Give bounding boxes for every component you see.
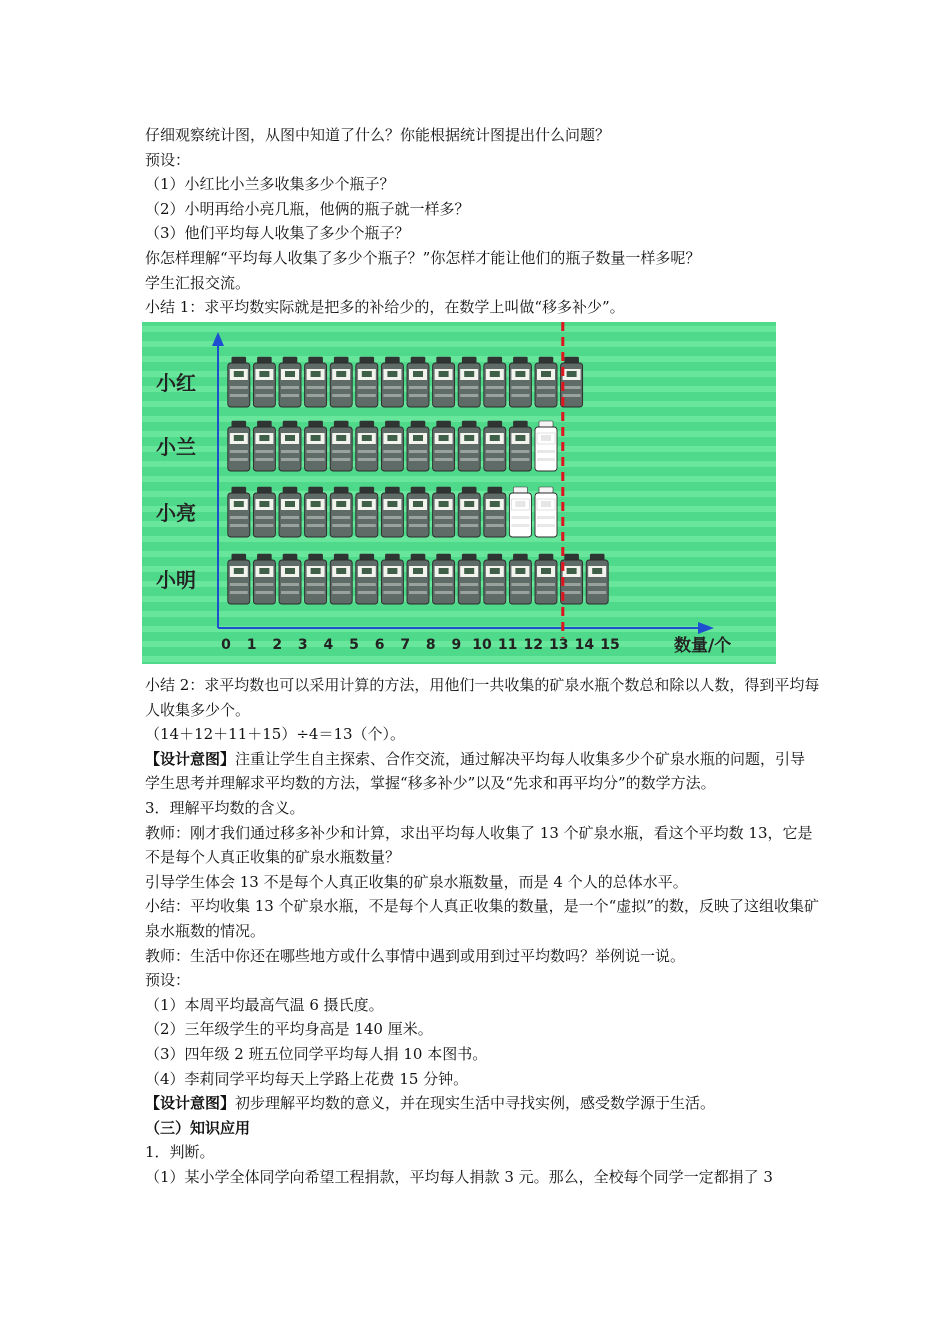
background-stripe (142, 476, 776, 482)
observe-question: 仔细观察统计图，从图中知道了什么？你能根据统计图提出什么问题？ (145, 126, 611, 144)
x-tick-label: 9 (451, 637, 462, 653)
chart-canvas (142, 322, 776, 664)
bottle-icon (305, 487, 327, 537)
preset-item: （1）本周平均最高气温 6 摄氏度。 (145, 995, 384, 1014)
bottle-icon (356, 357, 378, 407)
bottle-icon (458, 487, 480, 537)
guide-text: 引导学生体会 13 不是每个人真正收集的矿泉水瓶数量，而是 4 个人的总体水平。 (145, 872, 688, 891)
judge-title: 1．判断。 (145, 1143, 215, 1162)
bottle-icon (330, 357, 352, 407)
background-stripe (142, 326, 776, 332)
bottle-icon (253, 421, 275, 471)
bottle-icon (381, 421, 403, 471)
after-chart-section (145, 673, 820, 1189)
bottle-icon (356, 554, 378, 604)
bottle-icon (509, 357, 531, 407)
x-tick-label: 7 (400, 637, 411, 653)
bottle-icon (433, 554, 455, 604)
section-heading: （三）知识应用 (145, 1118, 251, 1137)
x-tick-label: 4 (323, 637, 334, 653)
bottle-icon (484, 554, 506, 604)
bottle-icon (433, 421, 455, 471)
bottle-icon (484, 487, 506, 537)
moved-bottle-icon (535, 487, 557, 537)
bottle-icon (253, 357, 275, 407)
section-3-title: 3．理解平均数的含义。 (145, 798, 305, 817)
bottle-icon (458, 421, 480, 471)
bottle-icon (407, 554, 429, 604)
bottle-icon (509, 421, 531, 471)
bottle-pictograph-chart (142, 322, 776, 664)
bottle-icon (458, 357, 480, 407)
average-formula: （14＋12＋11＋15）÷4＝13（个）。 (145, 725, 406, 744)
bottle-icon (535, 357, 557, 407)
background-stripe (142, 611, 776, 617)
summary-1: 小结 1：求平均数实际就是把多的补给少的，在数学上叫做“移多补少”。 (145, 298, 625, 317)
bottle-icon (228, 554, 250, 604)
bottle-icon (407, 357, 429, 407)
preset-item: （3）四年级 2 班五位同学平均每人捐 10 本图书。 (145, 1044, 488, 1063)
preset-label-2: 预设： (145, 971, 191, 990)
design-intent-label: 【设计意图】 (145, 749, 236, 768)
bottle-icon (381, 554, 403, 604)
bottle-icon (228, 487, 250, 537)
bottle-icon (458, 554, 480, 604)
moved-bottle-icon (509, 487, 531, 537)
design-intent-2 (145, 1091, 820, 1116)
x-tick-label: 8 (425, 637, 436, 653)
bottle-icon (381, 487, 403, 537)
x-tick-label: 2 (272, 637, 283, 653)
x-tick-label: 10 (472, 637, 492, 653)
x-tick-label: 14 (574, 637, 595, 653)
x-tick-label: 5 (349, 637, 359, 653)
x-tick-label: 1 (246, 637, 257, 653)
bottle-icon (356, 487, 378, 537)
average-prompt: 你怎样理解“平均每人收集了多少个瓶子？”你怎样才能让他们的瓶子数量一样多呢？ (145, 248, 701, 267)
intro-section (145, 123, 820, 320)
bottle-icon (484, 357, 506, 407)
teacher-question-2: 教师：生活中你还在哪些地方或什么事情中遇到或用到过平均数吗？举例说一说。 (145, 946, 686, 965)
bottle-icon (279, 554, 301, 604)
background-stripe (142, 656, 776, 662)
moved-bottle-icon (535, 421, 557, 471)
bottle-icon (433, 487, 455, 537)
teacher-question-1: 教师：刚才我们通过移多补少和计算，求出平均每人收集了 13 个矿泉水瓶，看这个平均数 13，它是不是每个人真正收集的矿泉水瓶数量？ (145, 823, 813, 867)
bottle-icon (279, 421, 301, 471)
x-tick-label: 6 (374, 637, 385, 653)
bottle-icon (407, 487, 429, 537)
preset-label: 预设： (145, 150, 191, 169)
bottle-icon (253, 554, 275, 604)
design-intent-1 (145, 747, 820, 796)
judge-question-1: （1）某小学全体同学向希望工程捐款，平均每人捐款 3 元。那么，全校每个同学一定都捐了 3 (145, 1167, 773, 1186)
bottle-icon (305, 554, 327, 604)
bottle-icon (228, 421, 250, 471)
summary-3: 小结：平均收集 13 个矿泉水瓶，不是每个人真正收集的数量，是一个“虚拟”的数，反映了这组收集矿泉水瓶数的情况。 (145, 897, 819, 940)
bottle-icon (586, 554, 608, 604)
x-tick-label: 13 (549, 637, 569, 653)
preset-item: （2）三年级学生的平均身高是 140 厘米。 (145, 1020, 433, 1039)
bottle-icon (279, 357, 301, 407)
bottle-icon (509, 554, 531, 604)
bottle-icon (279, 487, 301, 537)
design-intent-label: 【设计意图】 (145, 1094, 236, 1113)
x-tick-label: 11 (497, 637, 518, 653)
preset-item: （3）他们平均每人收集了多少个瓶子？ (145, 224, 410, 243)
student-report: 学生汇报交流。 (145, 273, 251, 292)
row-label-1: 小兰 (156, 435, 196, 459)
bottle-icon (381, 357, 403, 407)
bottle-icon (433, 357, 455, 407)
row-label-3: 小明 (156, 568, 196, 592)
bottle-icon (330, 421, 352, 471)
design-intent-text: 初步理解平均数的意义，并在现实生活中寻找实例，感受数学源于生活。 (235, 1094, 716, 1113)
x-axis-label: 数量/个 (674, 636, 732, 656)
row-label-0: 小红 (156, 371, 196, 395)
bottle-icon (356, 421, 378, 471)
bottle-icon (305, 357, 327, 407)
bottle-icon (535, 554, 557, 604)
x-tick-label: 15 (600, 637, 620, 653)
x-tick-label: 3 (297, 637, 308, 653)
preset-item: （2）小明再给小亮几瓶，他俩的瓶子就一样多？ (145, 199, 470, 218)
bottle-icon (484, 421, 506, 471)
preset-item: （1）小红比小兰多收集多少个瓶子？ (145, 175, 395, 194)
bottle-icon (330, 487, 352, 537)
bottle-icon (253, 487, 275, 537)
bottle-icon (407, 421, 429, 471)
x-tick-label: 0 (221, 637, 231, 653)
background-stripe (142, 341, 776, 347)
bottle-icon (228, 357, 250, 407)
x-tick-label: 12 (523, 637, 543, 653)
bottle-icon (330, 554, 352, 604)
summary-2: 小结 2：求平均数也可以采用计算的方法，用他们一共收集的矿泉水瓶个数总和除以人数，得到平均每人收集多少个。 (145, 676, 820, 719)
bottle-icon (305, 421, 327, 471)
row-label-2: 小亮 (156, 501, 196, 525)
design-intent-text: 注重让学生自主探索、合作交流，通过解决平均每人收集多少个矿泉水瓶的问题，引导学生思考并理解求平均数的方法，掌握“移多补少”以及“先求和再平均分”的数学方法。 (145, 749, 806, 793)
preset-item: （4）李莉同学平均每天上学路上花费 15 分钟。 (145, 1069, 469, 1088)
